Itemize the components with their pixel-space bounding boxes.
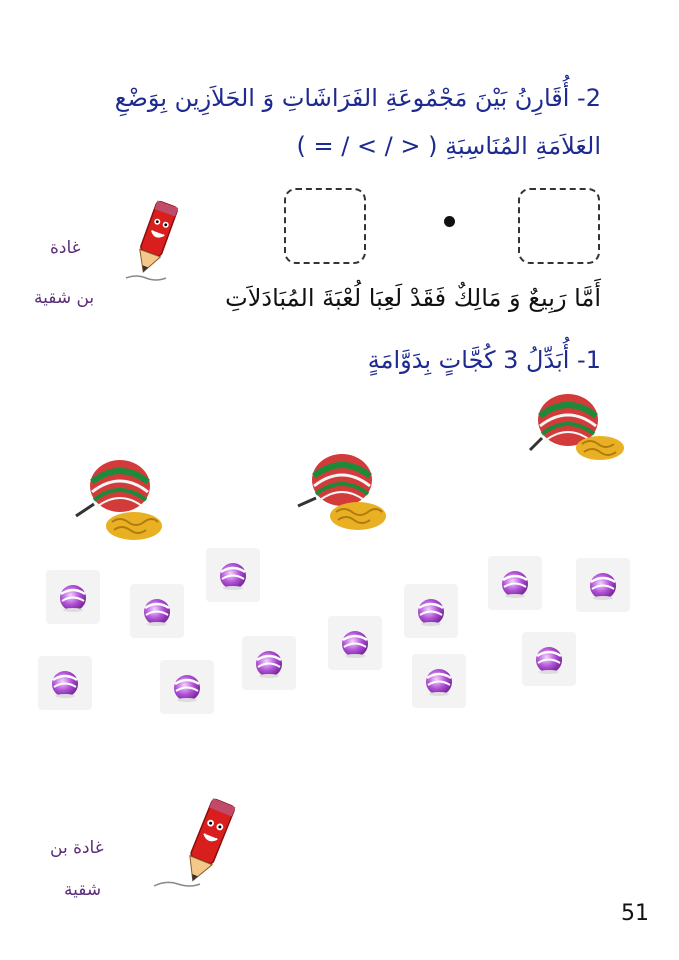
story-text: أَمَّا رَبِيعٌ وَ مَالِكٌ فَقَدْ لَعِبَا لُعْبَةَ المُبَادَلاَتِ	[225, 284, 601, 312]
marble-icon	[46, 570, 100, 624]
answer-box-left[interactable]	[518, 188, 600, 264]
signature-top-name: غادة	[50, 238, 81, 258]
marble-icon	[488, 556, 542, 610]
comparison-dot[interactable]	[444, 216, 455, 227]
spinning-top-icon	[526, 390, 630, 478]
marble-icon	[242, 636, 296, 690]
marble-icon	[404, 584, 458, 638]
exercise2-line1: 2- أُقَارِنُ بَيْنَ مَجْمُوعَةِ الفَرَاشَاتِ وَ الحَلاَزِين بِوَضْعِ	[114, 84, 601, 112]
answer-box-right[interactable]	[284, 188, 366, 264]
pencil-mascot-icon	[150, 794, 250, 898]
spinning-top-icon	[72, 456, 176, 552]
marble-icon	[206, 548, 260, 602]
marble-icon	[522, 632, 576, 686]
spinning-top-icon	[294, 450, 398, 546]
exercise1-line: 1- أُبَدِّلُ 3 كُجَّاتٍ بِدَوَّامَةٍ	[367, 346, 601, 374]
marble-icon	[328, 616, 382, 670]
signature-bottom-line2: شقية	[64, 880, 102, 900]
marble-icon	[38, 656, 92, 710]
signature-bottom-line1: غادة بن	[50, 838, 104, 858]
pencil-mascot-icon	[116, 194, 186, 288]
marble-icon	[130, 584, 184, 638]
signature-top-surname: بن شقية	[34, 288, 95, 308]
marble-icon	[160, 660, 214, 714]
marble-icon	[412, 654, 466, 708]
exercise2-line2: العَلاَمَةِ المُنَاسِبَةِ ( < / > / = )	[296, 132, 601, 160]
marble-icon	[576, 558, 630, 612]
page-number: 51	[621, 901, 649, 926]
